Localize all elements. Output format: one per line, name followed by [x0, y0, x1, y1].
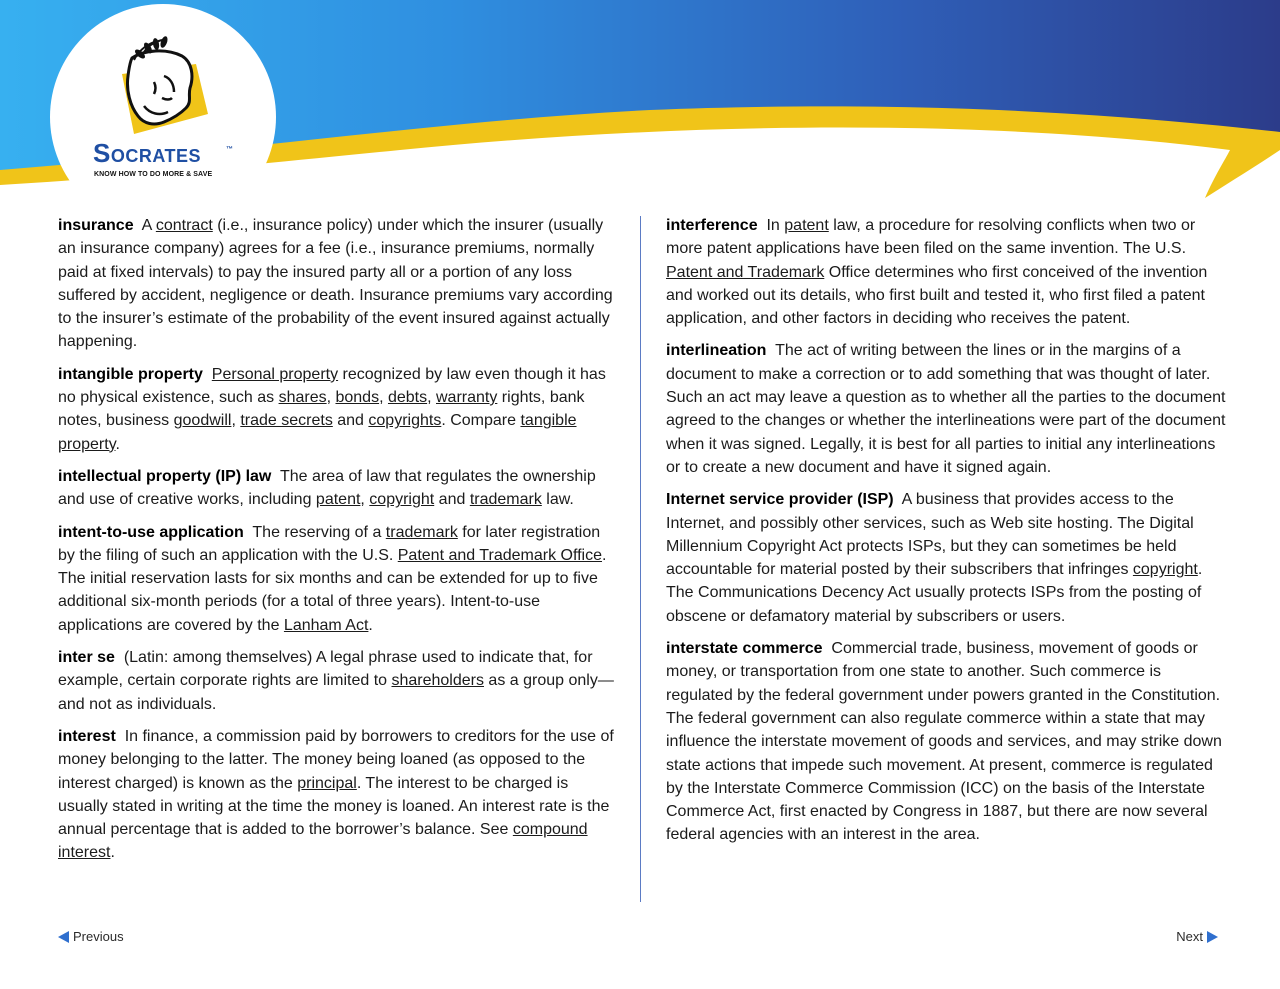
glossary-link[interactable]: trademark	[469, 491, 542, 509]
definition-text: .	[115, 435, 120, 453]
glossary-entry	[666, 637, 1226, 847]
definition-text: and	[332, 412, 369, 430]
glossary-term: interstate commerce	[666, 640, 823, 658]
definition-text: In finance, a commission paid by borrowers to creditors for the use of money belonging to the latter. The money being loaned (as opposed to the interest charged) is known as the	[58, 727, 614, 792]
definition-text: . The initial reservation lasts for six months and can be extended for up to five additional six-month periods (for a total of three years). Intent-to-use applications are covered by the	[58, 546, 607, 634]
glossary-link[interactable]: copyright	[369, 491, 435, 509]
glossary-entry	[666, 488, 1226, 628]
definition-text: . Compare	[441, 412, 521, 430]
glossary-link[interactable]: copyright	[1132, 561, 1198, 579]
glossary-link[interactable]: trademark	[385, 523, 458, 541]
right-column	[666, 214, 1226, 856]
definition-text: Office determines who first conceived of the invention and worked out its details, who first built and tested it, who first filed a patent application, and other factors in deciding who receives the patent.	[666, 263, 1208, 328]
definition-text: . The interest to be charged is usually stated in writing at the time the money is loaned. An interest rate is the annual percentage that is added to the borrower’s balance. See	[58, 774, 610, 839]
definition-text: recognized by law even though it has no physical existence, such as	[58, 365, 606, 407]
glossary-entry	[58, 363, 618, 456]
glossary-term: interlineation	[666, 342, 767, 360]
arrow-right-icon	[1207, 931, 1218, 943]
definition-text: .	[368, 616, 373, 634]
definition-text: . The Communications Decency Act usually protects ISPs from the posting of obscene or defamatory material by subscribers or users.	[666, 561, 1203, 625]
glossary-term: inter se	[58, 649, 115, 667]
glossary-link[interactable]: patent	[784, 217, 829, 234]
brand-name: Socrates	[93, 138, 202, 168]
glossary-link[interactable]: shares	[278, 389, 327, 407]
glossary-link[interactable]: principal	[297, 774, 357, 792]
trademark-symbol: ™	[226, 146, 233, 153]
socrates-logo-icon	[104, 36, 220, 142]
glossary-link[interactable]: Personal property	[211, 365, 339, 383]
glossary-entry	[58, 725, 618, 865]
arrow-left-icon	[58, 931, 69, 943]
glossary-term: interference	[666, 217, 758, 234]
glossary-term: insurance	[58, 217, 134, 234]
glossary-link[interactable]: compound interest	[58, 821, 588, 862]
definition-text: ,	[360, 491, 370, 509]
definition-text: rights, bank notes, business	[58, 389, 585, 430]
glossary-entry	[58, 465, 618, 512]
definition-text: and	[434, 491, 470, 509]
glossary-entry	[666, 214, 1226, 330]
definition-text: as a group only—and not as individuals.	[58, 672, 614, 713]
glossary-entry	[58, 214, 618, 354]
definition-text: The reserving of a	[252, 523, 386, 541]
definition-text: ,	[427, 389, 436, 407]
definition-text: ,	[231, 412, 241, 430]
glossary-link[interactable]: Lanham Act	[283, 616, 369, 634]
glossary-link[interactable]: debts	[387, 389, 428, 407]
glossary-term: intent-to-use application	[58, 523, 244, 541]
definition-text: Commercial trade, business, movement of goods or money, or transportation from one state to another. Such commerce is regulated by the federal government under powers granted in the Constitution. The federal government can also regulate commerce within a state that may influence the interstate movement of goods and services, and may strike down state actions that impede such movement. At present, commerce is regulated by the Interstate Commerce Commission (ICC) on the basis of the Interstate Commerce Act, first enacted by Congress in 1887, but there are now several federal agencies with an interest in the area.	[666, 640, 1222, 844]
glossary-term: Internet service provider (ISP)	[666, 491, 894, 509]
brand-tagline: KNOW HOW TO DO MORE & SAVE	[94, 171, 213, 178]
definition-text: for later registration by the filing of such an application with the U.S.	[58, 523, 601, 564]
definition-text: In	[766, 217, 785, 234]
glossary-link[interactable]: Patent and Trademark Office	[397, 546, 603, 564]
definition-text: law.	[541, 491, 574, 509]
next-button[interactable]	[1176, 929, 1218, 944]
glossary-term: interest	[58, 727, 116, 745]
definition-text: The act of writing between the lines or in the margins of a document to make a correction or to add something that was thought of later. Such an act may leave a question as to whether all the parties to the document agreed to the changes or whether the interlineations were part of the document when it was signed. Legally, it is best for all parties to initial any interlineations or to create a new document and have it signed again.	[666, 342, 1226, 476]
glossary-term: intangible property	[58, 365, 203, 383]
glossary-link[interactable]: goodwill	[173, 412, 232, 430]
glossary-entry	[58, 521, 618, 637]
definition-text: ,	[326, 389, 336, 407]
definition-text: (Latin: among themselves) A legal phrase used to indicate that, for example, certain corporate rights are limited to	[58, 649, 593, 690]
glossary-link[interactable]: warranty	[436, 389, 498, 407]
glossary-link[interactable]: shareholders	[391, 672, 484, 690]
header-banner	[0, 0, 1280, 210]
definition-text: A	[141, 217, 156, 234]
previous-button[interactable]	[58, 929, 124, 944]
glossary-link[interactable]: copyrights	[368, 412, 442, 430]
left-column	[58, 214, 618, 874]
glossary-link[interactable]: tangible property	[58, 412, 577, 453]
definition-text: .	[110, 844, 115, 862]
glossary-entry	[58, 646, 618, 716]
glossary-link[interactable]: patent	[315, 491, 361, 509]
glossary-link[interactable]: Patent and Trademark	[666, 263, 825, 281]
next-label: Next	[1176, 929, 1203, 944]
glossary-link[interactable]: contract	[155, 217, 213, 234]
definition-text: The area of law that regulates the ownership and use of creative works, including	[58, 467, 596, 509]
previous-label: Previous	[73, 929, 124, 944]
glossary-link[interactable]: trade secrets	[240, 412, 333, 430]
definition-text: (i.e., insurance policy) under which the insurer (usually an insurance company) agrees for a fee (i.e., insurance premiums, normally paid at fixed intervals) to pay the insured party all or a portion of any loss suffered by accident, negligence or death. Insurance premiums vary according to the insurer’s estimate of the probability of the event insured against actually happening.	[58, 217, 613, 351]
definition-text: A business that provides access to the Internet, and possibly other services, such as Web site hosting. The Digital Millennium Copyright Act protects ISPs, but they can sometimes be held accountable for material posted by their subscribers that infringes	[666, 491, 1194, 579]
definition-text: law, a procedure for resolving conflicts when two or more patent applications have been filed on the same invention. The U.S.	[666, 217, 1196, 258]
glossary-entry	[666, 339, 1226, 479]
definition-text: ,	[379, 389, 388, 407]
glossary-term: intellectual property (IP) law	[58, 467, 272, 485]
glossary-link[interactable]: bonds	[335, 389, 380, 407]
column-divider	[640, 216, 641, 902]
